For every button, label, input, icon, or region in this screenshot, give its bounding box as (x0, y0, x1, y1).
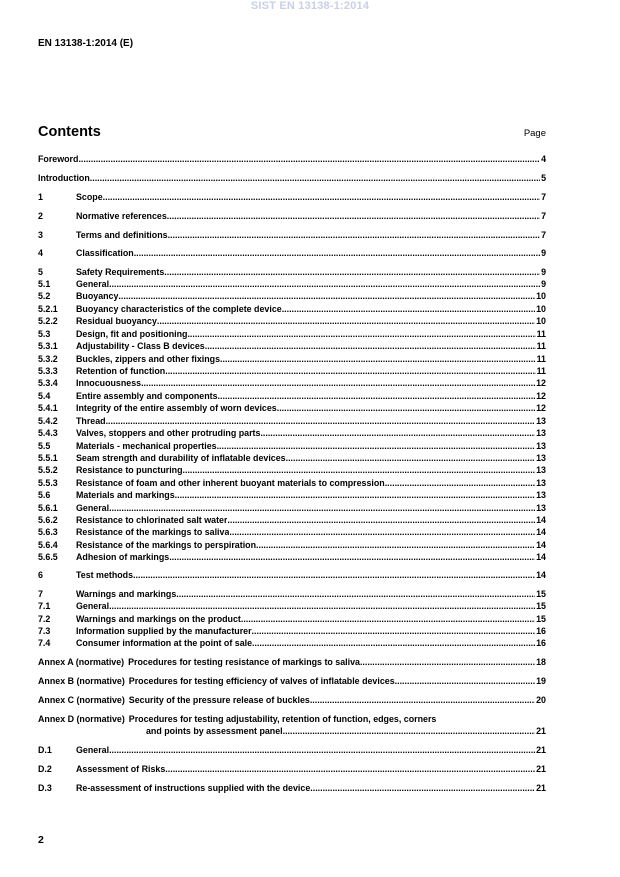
toc-entry[interactable] (38, 502, 546, 514)
toc-entry-title: Adjustability - Class B devices (76, 341, 205, 351)
toc-leader-dots (227, 514, 535, 526)
toc-entry[interactable] (38, 153, 546, 165)
toc-entry-title: Innocuousness (76, 378, 142, 388)
toc-entry-number: 5.6.2 (38, 515, 58, 525)
toc-leader-dots (260, 427, 535, 439)
toc-leader-dots (220, 353, 536, 365)
toc-entry-page: 12 (536, 403, 546, 413)
toc-leader-dots (78, 153, 540, 165)
toc-entry-number: 5.6.5 (38, 552, 58, 562)
toc-entry[interactable] (38, 278, 546, 290)
toc-entry-page: 14 (536, 527, 546, 537)
toc-entry-page: 10 (536, 316, 546, 326)
toc-leader-dots (169, 551, 535, 563)
toc-entry[interactable] (38, 725, 546, 737)
toc-entry-title: Design, fit and positioning (76, 329, 188, 339)
toc-entry-page: 7 (541, 211, 546, 221)
toc-entry-number: 5.3.2 (38, 354, 58, 364)
toc-entry-page: 11 (536, 366, 546, 376)
toc-entry-number: 5.3.4 (38, 378, 58, 388)
toc-entry-page: 21 (536, 726, 546, 736)
toc-entry[interactable] (38, 625, 546, 637)
toc-entry-number: 5.5.1 (38, 453, 58, 463)
page-column-label: Page (523, 128, 546, 139)
toc-entry[interactable] (38, 489, 546, 501)
toc-entry[interactable] (38, 440, 546, 452)
toc-entry-page: 10 (536, 291, 546, 301)
toc-entry[interactable] (38, 477, 546, 489)
toc-leader-dots (187, 328, 535, 340)
toc-entry-page: 13 (536, 503, 546, 513)
toc-leader-dots (385, 477, 535, 489)
toc-entry-title: Seam strength and durability of inflatable devices (76, 453, 286, 463)
toc-entry-number: 5.4.3 (38, 428, 58, 438)
toc-entry-title: Retention of function (76, 366, 166, 376)
toc-entry-title: Buckles, zippers and other fixings (76, 354, 221, 364)
toc-entry-page: 16 (536, 626, 546, 636)
toc-entry[interactable] (38, 377, 546, 389)
toc-entry-title: Safety Requirements (76, 267, 165, 277)
toc-leader-dots (167, 210, 540, 222)
toc-leader-dots (310, 694, 535, 706)
toc-entry-title: Resistance of the markings to saliva (76, 527, 230, 537)
toc-entry[interactable] (38, 569, 546, 581)
toc-entry-title: Warnings and markings on the product (76, 614, 241, 624)
toc-leader-dots (241, 613, 535, 625)
toc-entry-title: Warnings and markings (76, 589, 177, 599)
toc-entry-title: General (76, 503, 110, 513)
toc-entry-page: 20 (536, 695, 546, 705)
toc-entry-page: 7 (541, 192, 546, 202)
toc-leader-dots (217, 440, 536, 452)
toc-entry-number: 7 (38, 589, 43, 599)
toc-entry-number: 5.2.1 (38, 304, 58, 314)
toc-entry[interactable] (38, 290, 546, 302)
toc-entry[interactable] (38, 191, 546, 203)
toc-entry-page: 12 (536, 378, 546, 388)
toc-entry-title: Integrity of the entire assembly of worn devices (76, 403, 277, 413)
toc-entry[interactable] (38, 656, 546, 668)
toc-entry-title: Consumer information at the point of sale (76, 638, 253, 648)
toc-entry-number: Annex A (normative) (38, 657, 125, 667)
toc-entry-number: 5.1 (38, 279, 51, 289)
toc-entry[interactable] (38, 539, 546, 551)
document-id: EN 13138-1:2014 (E) (38, 38, 134, 49)
toc-entry-number: 5.2 (38, 291, 51, 301)
toc-entry-title: and points by assessment panel (146, 726, 283, 736)
toc-entry[interactable] (38, 514, 546, 526)
toc-entry[interactable] (38, 353, 546, 365)
toc-entry[interactable] (38, 328, 546, 340)
toc-leader-dots (286, 452, 536, 464)
toc-entry-title: Buoyancy (76, 291, 119, 301)
toc-entry-title: General (76, 745, 110, 755)
toc-entry-number: 5.3.3 (38, 366, 58, 376)
toc-leader-dots (229, 526, 535, 538)
toc-entry-page: 13 (536, 465, 546, 475)
toc-entry[interactable] (38, 744, 546, 756)
toc-entry-number: 5.5 (38, 441, 51, 451)
toc-entry-title: Materials and markings (76, 490, 175, 500)
toc-entry-title: General (76, 601, 110, 611)
toc-entry[interactable] (38, 551, 546, 563)
toc-entry-title: Foreword (38, 154, 79, 164)
toc-entry[interactable] (38, 229, 546, 241)
toc-entry-page: 12 (536, 391, 546, 401)
toc-leader-dots (205, 340, 536, 352)
toc-leader-dots (157, 315, 535, 327)
toc-leader-dots (134, 247, 540, 259)
toc-entry[interactable] (38, 365, 546, 377)
toc-entry-number: 5.4.2 (38, 416, 58, 426)
toc-entry-number: D.1 (38, 745, 52, 755)
toc-entry-number: 5.6.3 (38, 527, 58, 537)
toc-entry[interactable] (38, 172, 546, 184)
toc-entry-page: 9 (541, 267, 546, 277)
toc-entry[interactable] (38, 600, 546, 612)
toc-leader-dots (165, 365, 535, 377)
toc-entry-number: Annex B (normative) (38, 676, 125, 686)
toc-leader-dots (252, 625, 536, 637)
toc-leader-dots (218, 390, 536, 402)
toc-entry[interactable] (38, 315, 546, 327)
toc-entry-page: 13 (536, 453, 546, 463)
toc-entry-title: Procedures for testing efficiency of valves of inflatable devices (128, 676, 395, 686)
toc-entry-title: Entire assembly and components (76, 391, 218, 401)
toc-entry[interactable] (38, 266, 546, 278)
toc-entry-number: 2 (38, 211, 43, 221)
toc-entry-title: Procedures for testing adjustability, retention of function, edges, corners (128, 714, 437, 724)
toc-entry-title: Thread (76, 416, 106, 426)
toc-entry[interactable] (38, 303, 546, 315)
toc-entry-title: Buoyancy characteristics of the complete device (76, 304, 282, 314)
toc-entry[interactable] (38, 763, 546, 775)
toc-entry[interactable] (38, 464, 546, 476)
toc-entry-page: 14 (536, 570, 546, 580)
toc-leader-dots (141, 377, 535, 389)
toc-entry-page: 14 (536, 540, 546, 550)
toc-entry-title: Adhesion of markings (76, 552, 170, 562)
toc-entry-title: Classification (76, 248, 134, 258)
toc-entry-page: 14 (536, 552, 546, 562)
toc-entry-number: 7.3 (38, 626, 51, 636)
page-title: Contents (38, 124, 101, 140)
toc-entry-page: 21 (536, 745, 546, 755)
watermark: SIST EN 13138-1:2014 (250, 0, 370, 12)
toc-leader-dots (109, 278, 540, 290)
toc-leader-dots (175, 489, 535, 501)
toc-entry-number: 7.2 (38, 614, 51, 624)
toc-entry-number: 5.3.1 (38, 341, 58, 351)
toc-entry-page: 21 (536, 764, 546, 774)
toc-entry-number: 5 (38, 267, 43, 277)
toc-entry-title: Terms and definitions (76, 230, 168, 240)
toc-entry-page: 4 (541, 154, 546, 164)
toc-entry[interactable] (38, 526, 546, 538)
toc-entry-title: Resistance of the markings to perspiration (76, 540, 257, 550)
toc-entry-number: 1 (38, 192, 43, 202)
toc-entry-number: 5.4 (38, 391, 51, 401)
toc-entry-page: 13 (536, 441, 546, 451)
toc-entry-title: General (76, 279, 110, 289)
toc-entry[interactable] (38, 247, 546, 259)
toc-entry[interactable] (38, 340, 546, 352)
toc-entry-title: Information supplied by the manufacturer (76, 626, 252, 636)
toc-leader-dots (168, 229, 541, 241)
toc-entry-number: 5.2.2 (38, 316, 58, 326)
toc-entry-number: 7.1 (38, 601, 51, 611)
toc-entry-title: Resistance to chlorinated salt water (76, 515, 228, 525)
toc-entry[interactable] (38, 613, 546, 625)
toc-entry-title: Test methods (76, 570, 134, 580)
toc-entry-number: 3 (38, 230, 43, 240)
toc-entry-number: D.2 (38, 764, 52, 774)
toc-entry-page: 11 (536, 329, 546, 339)
toc-entry[interactable] (38, 210, 546, 222)
toc-entry-title: Residual buoyancy (76, 316, 157, 326)
toc-entry-number: 5.6.4 (38, 540, 58, 550)
toc-leader-dots (103, 191, 540, 203)
toc-leader-dots (283, 725, 536, 737)
toc-entry[interactable] (38, 427, 546, 439)
toc-entry-number: 4 (38, 248, 43, 258)
toc-entry-page: 11 (536, 354, 546, 364)
toc-leader-dots (183, 464, 536, 476)
toc-entry[interactable] (38, 713, 546, 725)
toc-leader-dots (133, 569, 535, 581)
toc-entry-title: Procedures for testing resistance of markings to saliva (128, 657, 360, 667)
toc-entry-title: Valves, stoppers and other protruding parts (76, 428, 261, 438)
toc-entry-title: Re-assessment of instructions supplied with the device (76, 783, 311, 793)
toc-entry-number: D.3 (38, 783, 52, 793)
toc-entry-page: 14 (536, 515, 546, 525)
toc-entry-page: 16 (536, 638, 546, 648)
toc-leader-dots (164, 266, 540, 278)
toc-entry-number: Annex D (normative) (38, 714, 125, 724)
toc-leader-dots (395, 675, 535, 687)
toc-leader-dots (277, 402, 535, 414)
toc-entry-title: Materials - mechanical properties (76, 441, 217, 451)
toc-entry-title: Introduction (38, 173, 90, 183)
toc-leader-dots (165, 763, 535, 775)
toc-entry-title: Resistance of foam and other inherent buoyant materials to compression (76, 478, 385, 488)
toc-entry[interactable] (38, 782, 546, 794)
toc-entry[interactable] (38, 402, 546, 414)
toc-leader-dots (109, 502, 535, 514)
toc-entry-page: 15 (536, 589, 546, 599)
toc-leader-dots (106, 415, 536, 427)
toc-entry-page: 9 (541, 248, 546, 258)
toc-entry-title: Assessment of Risks (76, 764, 166, 774)
toc-entry-page: 11 (536, 341, 546, 351)
toc-entry-title: Normative references (76, 211, 167, 221)
toc-leader-dots (360, 656, 535, 668)
toc-entry-number: 5.4.1 (38, 403, 58, 413)
toc-entry-page: 13 (536, 478, 546, 488)
toc-entry-page: 15 (536, 601, 546, 611)
toc-entry-title: Security of the pressure release of buckles (128, 695, 310, 705)
toc-entry-page: 15 (536, 614, 546, 624)
toc-entry-number: 5.6 (38, 490, 51, 500)
page-number: 2 (38, 834, 44, 846)
toc-entry-title: Scope (76, 192, 103, 202)
toc-leader-dots (176, 588, 535, 600)
toc-entry-page: 13 (536, 490, 546, 500)
toc-entry-number: 7.4 (38, 638, 51, 648)
toc-entry-title: Resistance to puncturing (76, 465, 183, 475)
toc-entry-number: 6 (38, 570, 43, 580)
toc-entry[interactable] (38, 390, 546, 402)
toc-entry-page: 19 (536, 676, 546, 686)
toc-entry-number: 5.5.3 (38, 478, 58, 488)
toc-leader-dots (256, 539, 535, 551)
toc-entry-page: 21 (536, 783, 546, 793)
toc-entry[interactable] (38, 694, 546, 706)
toc-entry-number: 5.3 (38, 329, 51, 339)
toc-entry[interactable] (38, 415, 546, 427)
toc-leader-dots (310, 782, 535, 794)
toc-entry-page: 13 (536, 416, 546, 426)
toc-leader-dots (109, 744, 535, 756)
toc-entry[interactable] (38, 452, 546, 464)
toc-entry-page: 13 (536, 428, 546, 438)
toc-entry-page: 9 (541, 279, 546, 289)
toc-entry-page: 5 (541, 173, 546, 183)
toc-entry-page: 10 (536, 304, 546, 314)
toc-entry-number: 5.5.2 (38, 465, 58, 475)
toc-leader-dots (90, 172, 540, 184)
toc-leader-dots (282, 303, 535, 315)
toc-leader-dots (252, 637, 535, 649)
toc-entry[interactable] (38, 588, 546, 600)
toc-leader-dots (118, 290, 535, 302)
toc-entry-page: 18 (536, 657, 546, 667)
toc-entry[interactable] (38, 675, 546, 687)
toc-entry-number: Annex C (normative) (38, 695, 125, 705)
toc-entry[interactable] (38, 637, 546, 649)
toc-leader-dots (109, 600, 535, 612)
toc-entry-number: 5.6.1 (38, 503, 58, 513)
toc-entry-page: 7 (541, 230, 546, 240)
